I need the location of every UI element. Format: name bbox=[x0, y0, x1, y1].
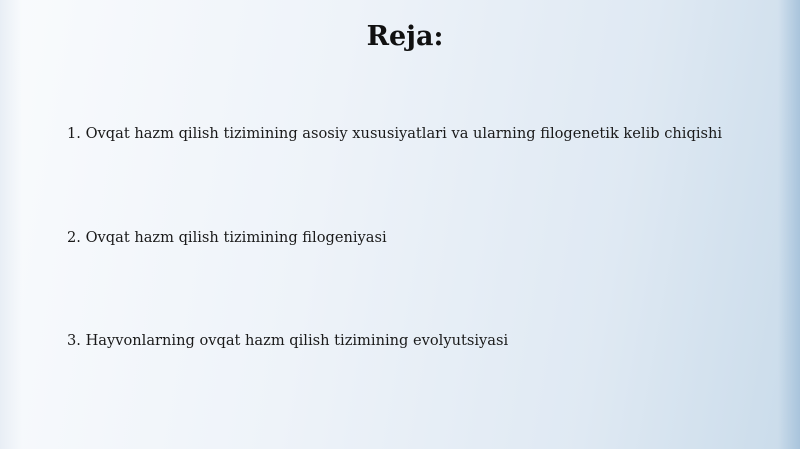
plan-item-2: 2. Ovqat hazm qilish tizimining filogeniyasi bbox=[67, 229, 387, 246]
plan-item-3: 3. Hayvonlarning ovqat hazm qilish tizimining evolyutsiyasi bbox=[67, 332, 509, 349]
slide-title: Reja: bbox=[366, 21, 444, 52]
plan-item-1: 1. Ovqat hazm qilish tizimining asosiy xususiyatlari va ularning filogenetik kelib chiqishi bbox=[67, 125, 723, 142]
